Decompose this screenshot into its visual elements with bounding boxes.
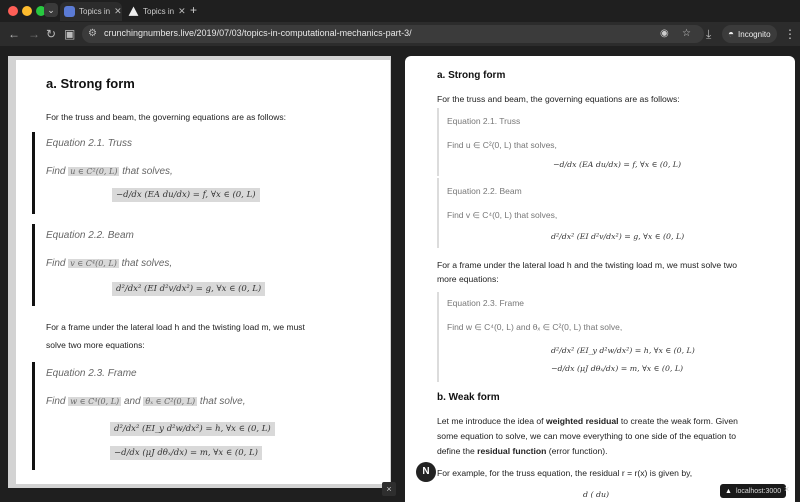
left-eq1-title: Equation 2.1. Truss	[46, 138, 132, 149]
localhost-label: localhost:3000	[735, 487, 782, 495]
tab-topics-2[interactable]	[124, 2, 186, 21]
site-info-icon[interactable]: ⚙	[88, 28, 97, 39]
left-pane-close-button[interactable]: ×	[382, 482, 396, 496]
address-bar[interactable]	[82, 25, 704, 43]
incognito-indicator[interactable]	[722, 25, 777, 43]
blockquote-bar	[32, 224, 35, 306]
right-eq1-find: Find u ∈ C²(0, L) that solves,	[447, 140, 557, 150]
weak-form-heading: b. Weak form	[437, 392, 500, 403]
tab-strip	[0, 0, 800, 22]
localhost-badge[interactable]	[720, 484, 786, 498]
right-eq1-title: Equation 2.1. Truss	[447, 116, 521, 126]
right-eq3-find: Find w ∈ C⁴(0, L) and θₓ ∈ C²(0, L) that solve,	[447, 322, 623, 332]
eye-off-icon[interactable]: ◉	[660, 28, 669, 39]
content-area	[0, 46, 800, 502]
back-arrow-icon[interactable]: ←	[8, 27, 20, 41]
browser-toolbar	[0, 22, 800, 46]
right-frame-line2: more equations:	[437, 274, 499, 284]
blockquote-bar	[437, 178, 439, 248]
bookmark-star-icon[interactable]: ☆	[682, 28, 691, 39]
incognito-label: Incognito	[738, 29, 771, 39]
url-text: crunchingnumbers.live/2019/07/03/topics-in-computational-mechanics-part-3/	[104, 28, 412, 38]
right-eq3-title: Equation 2.3. Frame	[447, 298, 525, 308]
forward-arrow-icon[interactable]: →	[28, 27, 40, 41]
download-icon[interactable]: ⤓	[706, 27, 712, 41]
left-frame-line1: For a frame under the lateral load h and the twisting load m, we must	[46, 322, 305, 332]
left-eq2-find: Find v ∈ C⁴(0, L) that solves,	[46, 258, 173, 269]
right-heading: a. Strong form	[437, 70, 506, 81]
tab-close-icon[interactable]: ✕	[114, 6, 122, 16]
right-eq3-equation-2: −d/dx (μJ dθₓ/dx) = m, ∀x ∈ (0, L)	[551, 364, 684, 373]
blockquote-bar	[437, 108, 439, 176]
more-menu-icon[interactable]: ⋮	[784, 27, 796, 41]
tab-close-icon[interactable]: ✕	[178, 6, 186, 16]
left-intro: For the truss and beam, the governing equations are as follows:	[46, 112, 287, 122]
tab-search-chevron-icon[interactable]: ⌄	[44, 3, 58, 17]
left-heading: a. Strong form	[46, 76, 135, 91]
incognito-icon: ◓	[728, 28, 735, 40]
left-eq1-find: Find u ∈ C²(0, L) that solves,	[46, 166, 173, 177]
right-eq3-equation-1: d²/dx² (EI_y d²w/dx²) = h, ∀x ∈ (0, L)	[551, 346, 695, 355]
blockquote-bar	[32, 362, 35, 470]
next-dev-indicator-button[interactable]: N	[416, 462, 436, 482]
left-page	[16, 60, 390, 484]
right-pane-close-button[interactable]: ×	[784, 484, 790, 494]
right-eq2-title: Equation 2.2. Beam	[447, 186, 522, 196]
weak-p3: define the residual function (error function).	[437, 446, 608, 456]
right-intro: For the truss and beam, the governing equations are as follows:	[437, 94, 680, 104]
new-tab-button[interactable]: +	[190, 3, 198, 17]
left-eq1-equation: −d/dx (EA du/dx) = f, ∀x ∈ (0, L)	[112, 188, 260, 202]
left-frame-line2: solve two more equations:	[46, 340, 145, 350]
blockquote-bar	[437, 292, 439, 382]
weak-p1: Let me introduce the idea of weighted residual to create the weak form. Given	[437, 416, 738, 426]
tab-label: Topics in	[143, 7, 175, 16]
right-eq2-find: Find v ∈ C⁴(0, L) that solves,	[447, 210, 558, 220]
right-pane	[405, 56, 795, 502]
left-eq3-equation-2: −d/dx (μJ dθₓ/dx) = m, ∀x ∈ (0, L)	[110, 446, 262, 460]
minimize-window-button[interactable]	[22, 6, 32, 16]
right-eq1-equation: −d/dx (EA du/dx) = f, ∀x ∈ (0, L)	[553, 160, 681, 169]
vercel-triangle-icon: ▲	[725, 487, 732, 495]
weak-p4: For example, for the truss equation, the residual r = r(x) is given by,	[437, 468, 693, 478]
left-eq3-title: Equation 2.3. Frame	[46, 368, 137, 379]
tab-label: Topics in	[79, 7, 111, 16]
side-panel-icon[interactable]: ▣	[64, 27, 76, 41]
vercel-favicon-icon	[128, 6, 139, 17]
weak-equation-partial: d ( du)	[583, 490, 610, 499]
close-window-button[interactable]	[8, 6, 18, 16]
left-pane	[8, 56, 391, 488]
left-eq2-title: Equation 2.2. Beam	[46, 230, 134, 241]
blockquote-bar	[32, 132, 35, 214]
reload-icon[interactable]: ↻	[46, 27, 57, 41]
right-frame-line1: For a frame under the lateral load h and the twisting load m, we must solve two	[437, 260, 737, 270]
left-eq3-find: Find w ∈ C⁴(0, L) and θₓ ∈ C²(0, L) that solve,	[46, 396, 246, 407]
right-eq2-equation: d²/dx² (EI d²v/dx²) = g, ∀x ∈ (0, L)	[551, 232, 685, 241]
site-favicon-icon	[64, 6, 75, 17]
left-eq2-equation: d²/dx² (EI d²v/dx²) = g, ∀x ∈ (0, L)	[112, 282, 265, 296]
weak-p2: some equation to solve, we can move everything to one side of the equation to	[437, 431, 737, 441]
left-eq3-equation-1: d²/dx² (EI_y d²w/dx²) = h, ∀x ∈ (0, L)	[110, 422, 275, 436]
tab-topics-1[interactable]	[60, 2, 122, 21]
